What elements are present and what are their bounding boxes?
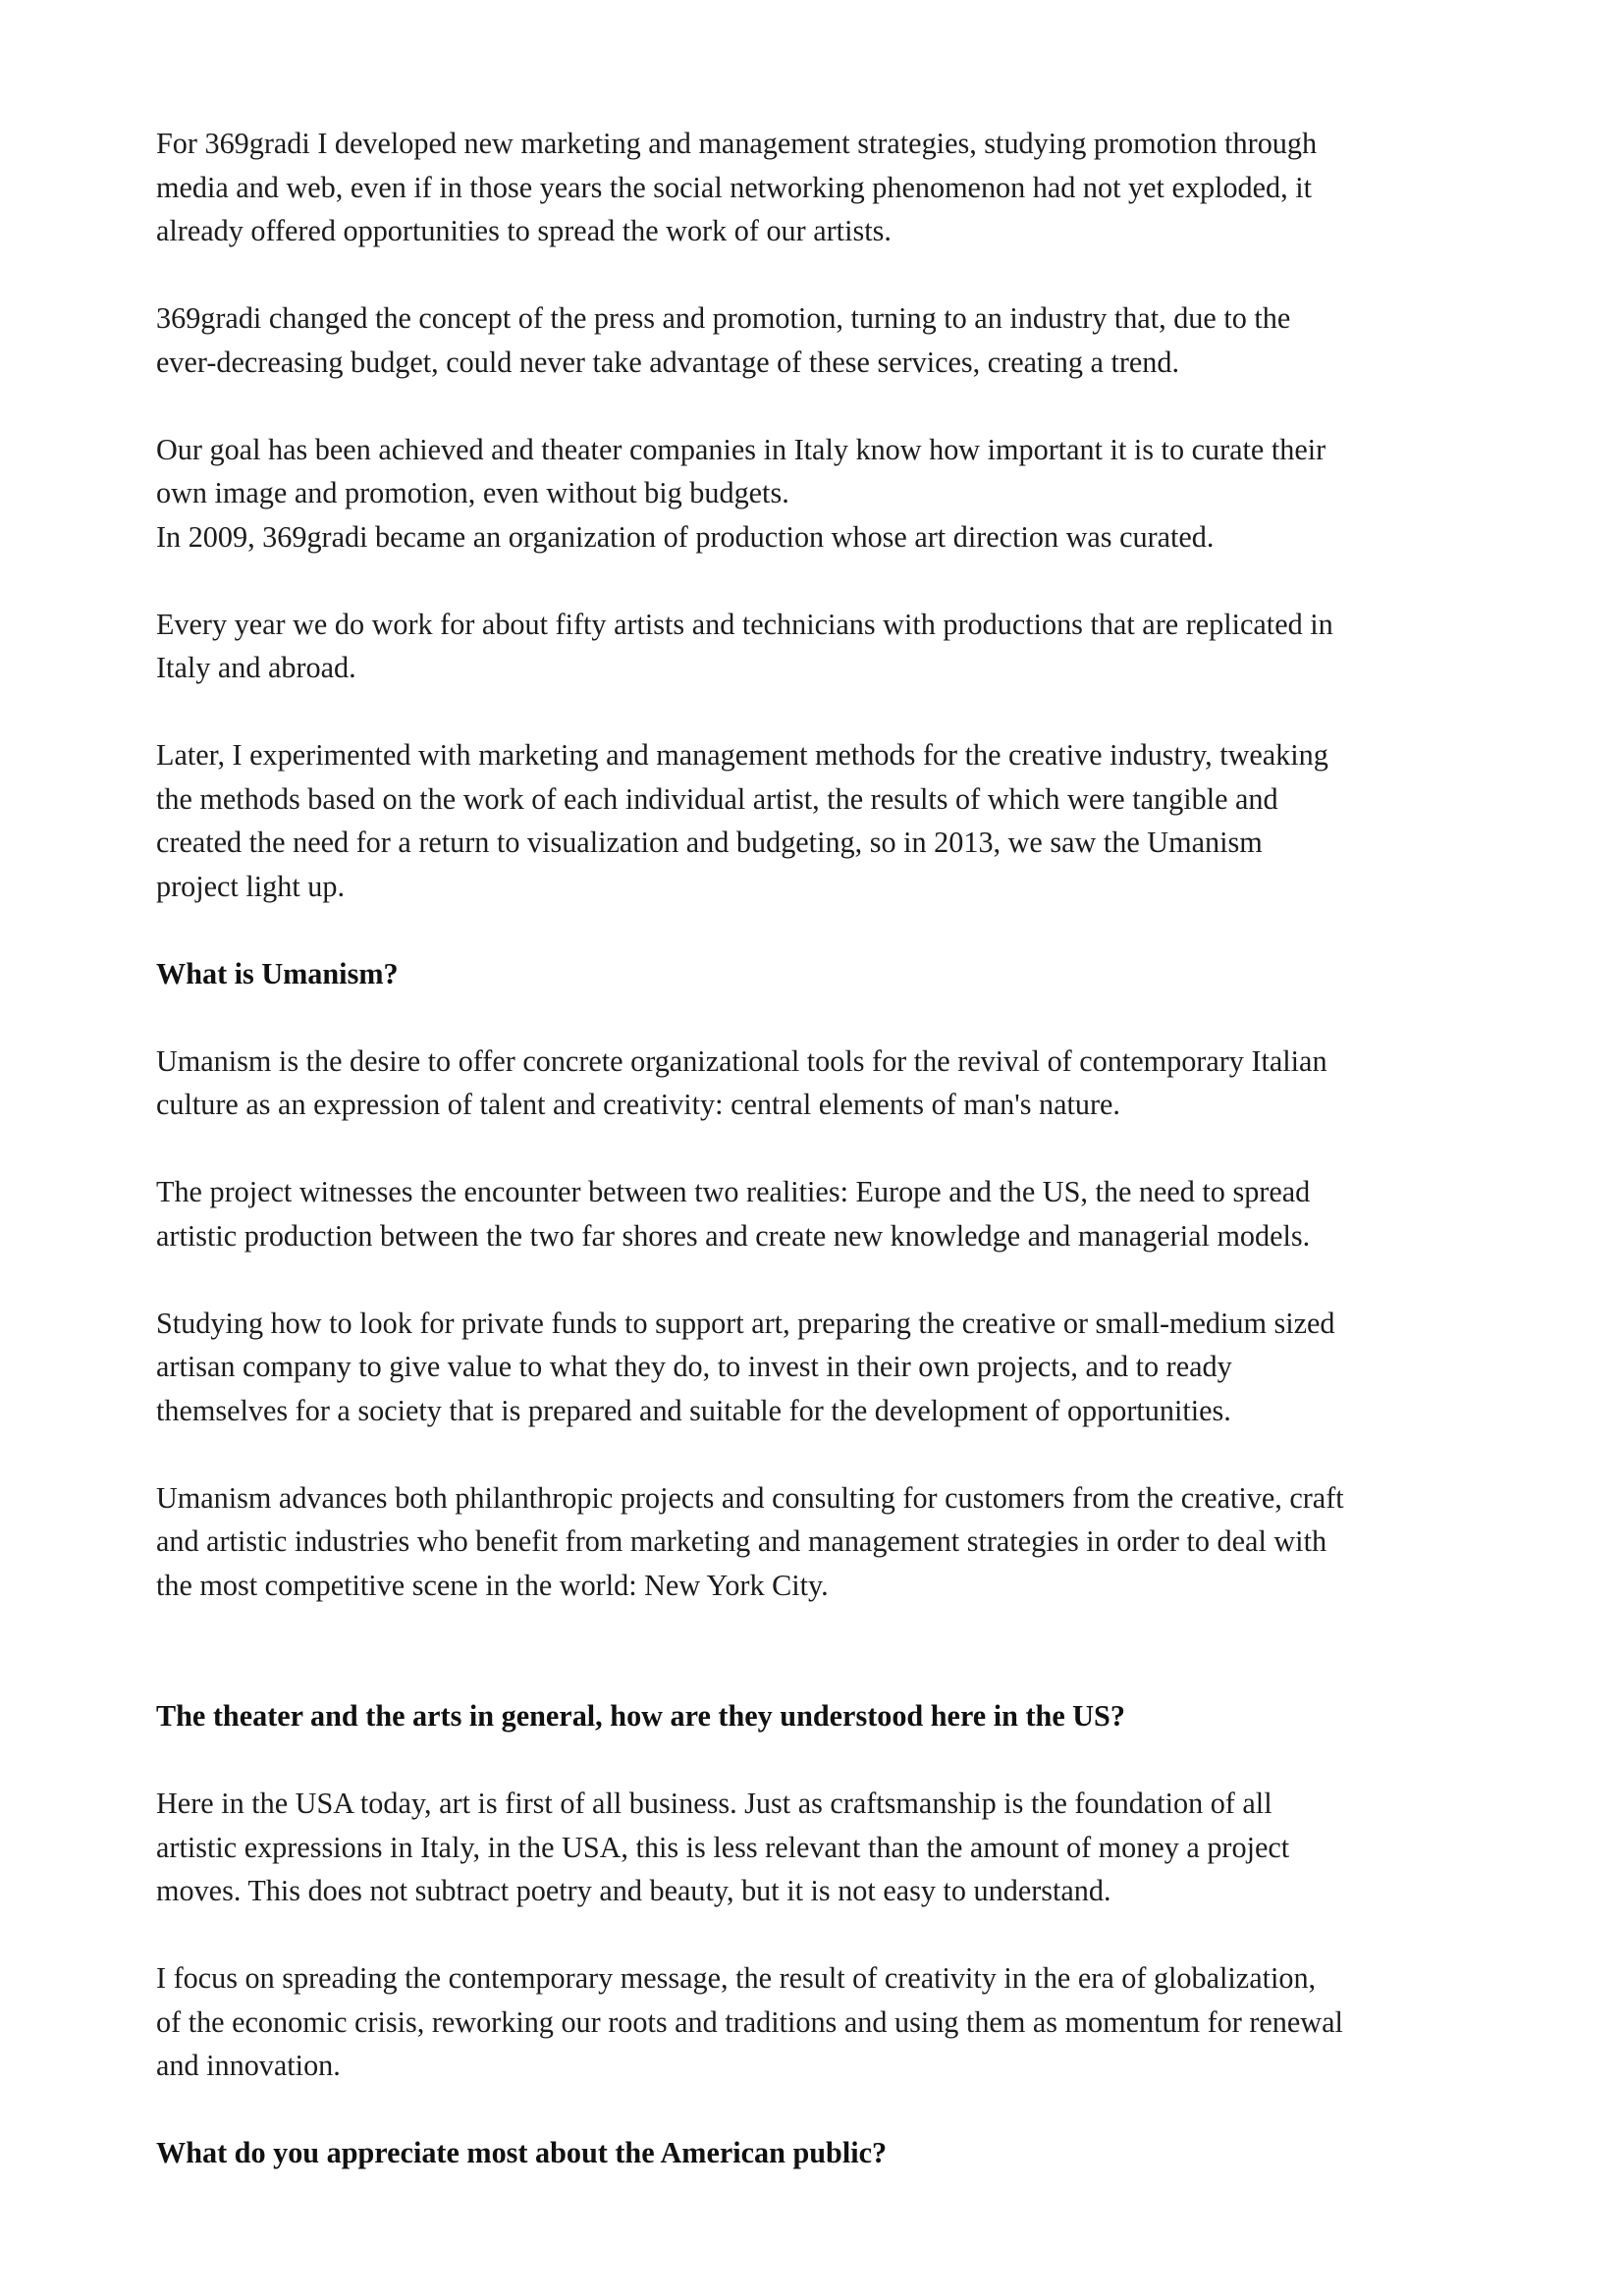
heading-text: What do you appreciate most about the American public? [156, 2136, 888, 2169]
text-line: Our goal has been achieved and theater companies in Italy know how important it is to curate their [156, 432, 1326, 466]
text-line: and artistic industries who benefit from marketing and management strategies in order to deal with [156, 1524, 1327, 1558]
text-line: Here in the USA today, art is first of all business. Just as craftsmanship is the foundation of all [156, 1787, 1272, 1820]
section-heading [156, 952, 1491, 996]
text-line: already offered opportunities to spread the work of our artists. [156, 214, 892, 247]
text-line: Later, I experimented with marketing and management methods for the creative industry, tweaking [156, 738, 1328, 772]
text-line: and innovation. [156, 2049, 341, 2082]
paragraph-spacer [156, 253, 1491, 297]
text-line: artistic production between the two far shores and create new knowledge and managerial models. [156, 1218, 1311, 1253]
paragraph [156, 1040, 1491, 1127]
text-line: Umanism is the desire to offer concrete organizational tools for the revival of contemporary Italian [156, 1043, 1327, 1078]
paragraph-spacer [156, 1432, 1491, 1476]
paragraph-spacer [156, 690, 1491, 734]
text-line: ever-decreasing budget, could never take advantage of these services, creating a trend. [156, 345, 1180, 379]
text-line: moves. This does not subtract poetry and beauty, but it is not easy to understand. [156, 1874, 1111, 1907]
text-line: media and web, even if in those years the social networking phenomenon had not yet exploded, it [156, 170, 1312, 204]
text-line: own image and promotion, even without big budgets. [156, 476, 789, 509]
text-line: artisan company to give value to what they do, to invest in their own projects, and to ready [156, 1350, 1232, 1383]
paragraph [156, 603, 1491, 690]
section-heading [156, 1694, 1491, 1738]
section-spacer [156, 1607, 1491, 1694]
text-line: culture as an expression of talent and creativity: central elements of man's nature. [156, 1088, 1120, 1121]
text-line: the methods based on the work of each individual artist, the results of which were tangible and [156, 781, 1278, 816]
paragraph [156, 428, 1491, 560]
heading-text: What is Umanism? [156, 956, 399, 990]
text-line: artistic expressions in Italy, in the USA, this is less relevant than the amount of money a project [156, 1830, 1290, 1864]
paragraph [156, 1302, 1491, 1433]
paragraph-spacer [156, 1738, 1491, 1783]
paragraph [156, 1956, 1491, 2088]
text-line: I focus on spreading the contemporary message, the result of creativity in the era of globalization, [156, 1961, 1317, 1995]
text-line: Umanism advances both philanthropic projects and consulting for customers from the creative, craft [156, 1480, 1344, 1515]
paragraph-spacer [156, 559, 1491, 603]
paragraph-spacer [156, 908, 1491, 952]
paragraph [156, 122, 1491, 253]
text-line: Every year we do work for about fifty artists and technicians with productions that are replicated in [156, 607, 1333, 641]
text-line: Italy and abroad. [156, 651, 356, 684]
paragraph [156, 733, 1491, 908]
document-body [156, 122, 1491, 2175]
text-line: For 369gradi I developed new marketing and management strategies, studying promotion through [156, 127, 1318, 160]
text-line: the most competitive scene in the world: New York City. [156, 1568, 829, 1602]
heading-text: The theater and the arts in general, how are they understood here in the US? [156, 1699, 1125, 1733]
text-line: 369gradi changed the concept of the press and promotion, turning to an industry that, due to the [156, 301, 1291, 335]
paragraph-spacer [156, 1127, 1491, 1171]
text-line: project light up. [156, 869, 345, 903]
paragraph [156, 1170, 1491, 1257]
text-line: The project witnesses the encounter between two realities: Europe and the US, the need to spread [156, 1175, 1311, 1208]
paragraph-spacer [156, 1913, 1491, 1957]
text-line: themselves for a society that is prepared and suitable for the development of opportunities. [156, 1393, 1231, 1427]
text-line: created the need for a return to visualization and budgeting, so in 2013, we saw the Umanism [156, 826, 1263, 859]
paragraph-spacer [156, 995, 1491, 1040]
section-heading [156, 2131, 1491, 2175]
paragraph [156, 1476, 1491, 1608]
paragraph-spacer [156, 1257, 1491, 1302]
text-line: In 2009, 369gradi became an organization of production whose art direction was curated. [156, 519, 1215, 554]
paragraph [156, 1782, 1491, 1913]
text-line: of the economic crisis, reworking our roots and traditions and using them as momentum for renewal [156, 2004, 1343, 2039]
paragraph-spacer [156, 2088, 1491, 2132]
text-line: Studying how to look for private funds to support art, preparing the creative or small-medium sized [156, 1306, 1335, 1340]
paragraph [156, 296, 1491, 384]
paragraph-spacer [156, 384, 1491, 428]
